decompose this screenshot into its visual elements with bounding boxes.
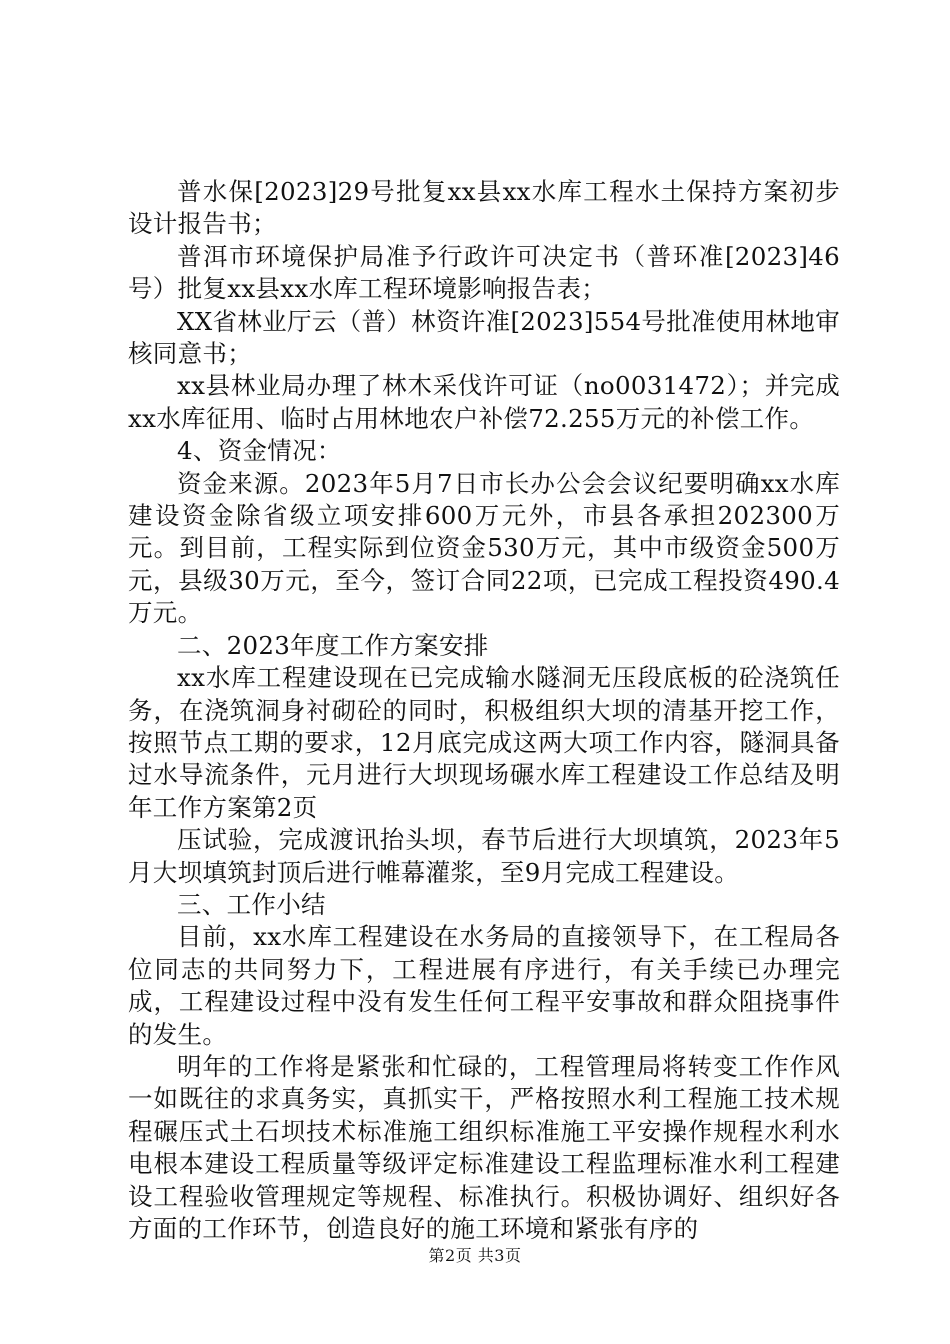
section-heading-summary: 三、工作小结 xyxy=(177,889,326,919)
paragraph-funding-source: 资金来源。2023年5月7日市长办公会会议纪要明确xx水库建设资金除省级立项安排600万元外，市县各承担202300万元。到目前，工程实际到位资金530万元，其中市级资金500万元，县级30万元，至今，签订合同22项，已完成工程投资490.4万元。 xyxy=(128,468,840,628)
paragraph-forest-land-approval: XX省林业厅云（普）林资许准[2023]554号批准使用林地审核同意书； xyxy=(128,306,840,369)
document-body xyxy=(128,176,840,1245)
paragraph-soil-conservation-approval: 普水保[2023]29号批复xx县xx水库工程水土保持方案初步设计报告书； xyxy=(128,177,840,239)
section-heading-funding: 4、资金情况： xyxy=(177,436,342,466)
page-footer: 第2页 共3页 xyxy=(428,1246,522,1265)
paragraph-environmental-approval: 普洱市环境保护局准予行政许可决定书（普环准[2023]46号）批复xx县xx水库工程环境影响报告表； xyxy=(128,241,840,304)
section-heading-work-plan: 二、2023年度工作方案安排 xyxy=(177,630,489,660)
paragraph-logging-permit: xx县林业局办理了林木采伐许可证（no0031472）；并完成xx水库征用、临时占用林地农户补偿72.255万元的补偿工作。 xyxy=(128,371,840,433)
paragraph-summary: 目前，xx水库工程建设在水务局的直接领导下，在工程局各位同志的共同努力下，工程进展有序进行，有关手续已办理完成，工程建设过程中没有发生任何工程平安事故和群众阻挠事件的发生。 xyxy=(128,922,840,1049)
paragraph-work-plan-continued: 压试验，完成渡讯抬头坝，春节后进行大坝填筑，2023年5月大坝填筑封顶后进行帷幕灌浆，至9月完成工程建设。 xyxy=(128,825,840,887)
paragraph-work-plan: xx水库工程建设现在已完成输水隧洞无压段底板的砼浇筑任务，在浇筑洞身衬砌砼的同时，积极组织大坝的清基开挖工作，按照节点工期的要求，12月底完成这两大项工作内容，隧洞具备过水导流条件，元月进行大坝现场碾水库工程建设工作总结及明年工作方案第2页 xyxy=(128,663,840,822)
paragraph-next-year: 明年的工作将是紧张和忙碌的，工程管理局将转变工作作风一如既往的求真务实，真抓实干，严格按照水利工程施工技术规程碾压式土石坝技术标准施工组织标准施工平安操作规程水利水电根本建设工程质量等级评定标准建设工程监理标准水利工程建设工程验收管理规定等规程、标准执行。积极协调好、组织好各方面的工作环节，创造良好的施工环境和紧张有序的 xyxy=(128,1051,840,1243)
